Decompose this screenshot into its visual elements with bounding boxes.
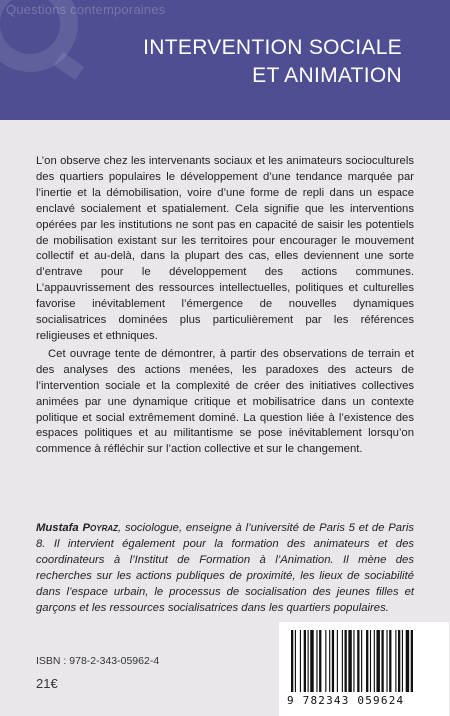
paragraph-2: Cet ouvrage tente de démontrer, à partir des observations de terrain et des analyses des actions menées, les paradoxes des acteurs de l’intervention sociale et la complexité de créer des initiatives collectives animées par une dynamique critique et mobilisatrice dans un contexte politique et social extrêmement dominé. La question liée à l’existence des espaces politiques et au militantisme se pose inévitablement lorsqu’on commence à réfléchir sur l’action collective et sur le changement. xyxy=(36,347,414,456)
paragraph-1: L’on observe chez les intervenants sociaux et les animateurs socioculturels des quartiers populaires le développement d’une tendance marquée par l’inertie et la démobilisation, voire d’une forme de repli dans un espace enclavé socialement et spatialement. Cela signifie que les interventions opérées par les institutions ne sont pas en capacité de saisir les potentiels de mobilisation existant sur les territoires pour encourager le mouvement collectif et au-delà, dans la plupart des cas, elles deviennent une sorte d’entrave pour le développement des actions communes. L’appauvrissement des ressources intellectuelles, politiques et culturelles favorise inévitablement l’émergence de nouvelles dynamiques socialisatrices dominées plus particulièrement par les références religieuses et ethniques. xyxy=(36,155,414,342)
book-title-line-2: ET ANIMATION xyxy=(252,64,402,87)
author-name xyxy=(36,522,118,534)
back-cover-text xyxy=(36,154,414,458)
book-title-line-1: INTERVENTION SOCIALE xyxy=(143,36,402,59)
author-first-name: Mustafa xyxy=(36,522,79,534)
header-band xyxy=(0,0,450,120)
book-title xyxy=(143,34,402,90)
author-bio xyxy=(36,521,414,616)
barcode xyxy=(279,622,449,716)
isbn: ISBN : 978-2-343-05962-4 xyxy=(36,655,160,667)
series-name: Questions contemporaines xyxy=(6,2,166,17)
author-last-name: Poyraz xyxy=(82,522,119,534)
price: 21€ xyxy=(36,676,58,691)
series-logo-q-tail xyxy=(54,52,84,80)
barcode-digits: 9 782343 059624 xyxy=(287,694,405,707)
barcode-bars xyxy=(291,630,437,694)
author-bio-text: , sociologue, enseigne à l’université de Paris 5 et de Paris 8. Il intervient également pour la formation des animateurs et des coordinateurs à l’Institut de Formation à l’Animation. Il mène des recherches sur les actions publiques de proximité, les lieux de sociabilité dans l’espace urbain, le processus de socialisation des jeunes filles et garçons et les ressources socialisatrices dans les quartiers populaires. xyxy=(36,522,415,614)
